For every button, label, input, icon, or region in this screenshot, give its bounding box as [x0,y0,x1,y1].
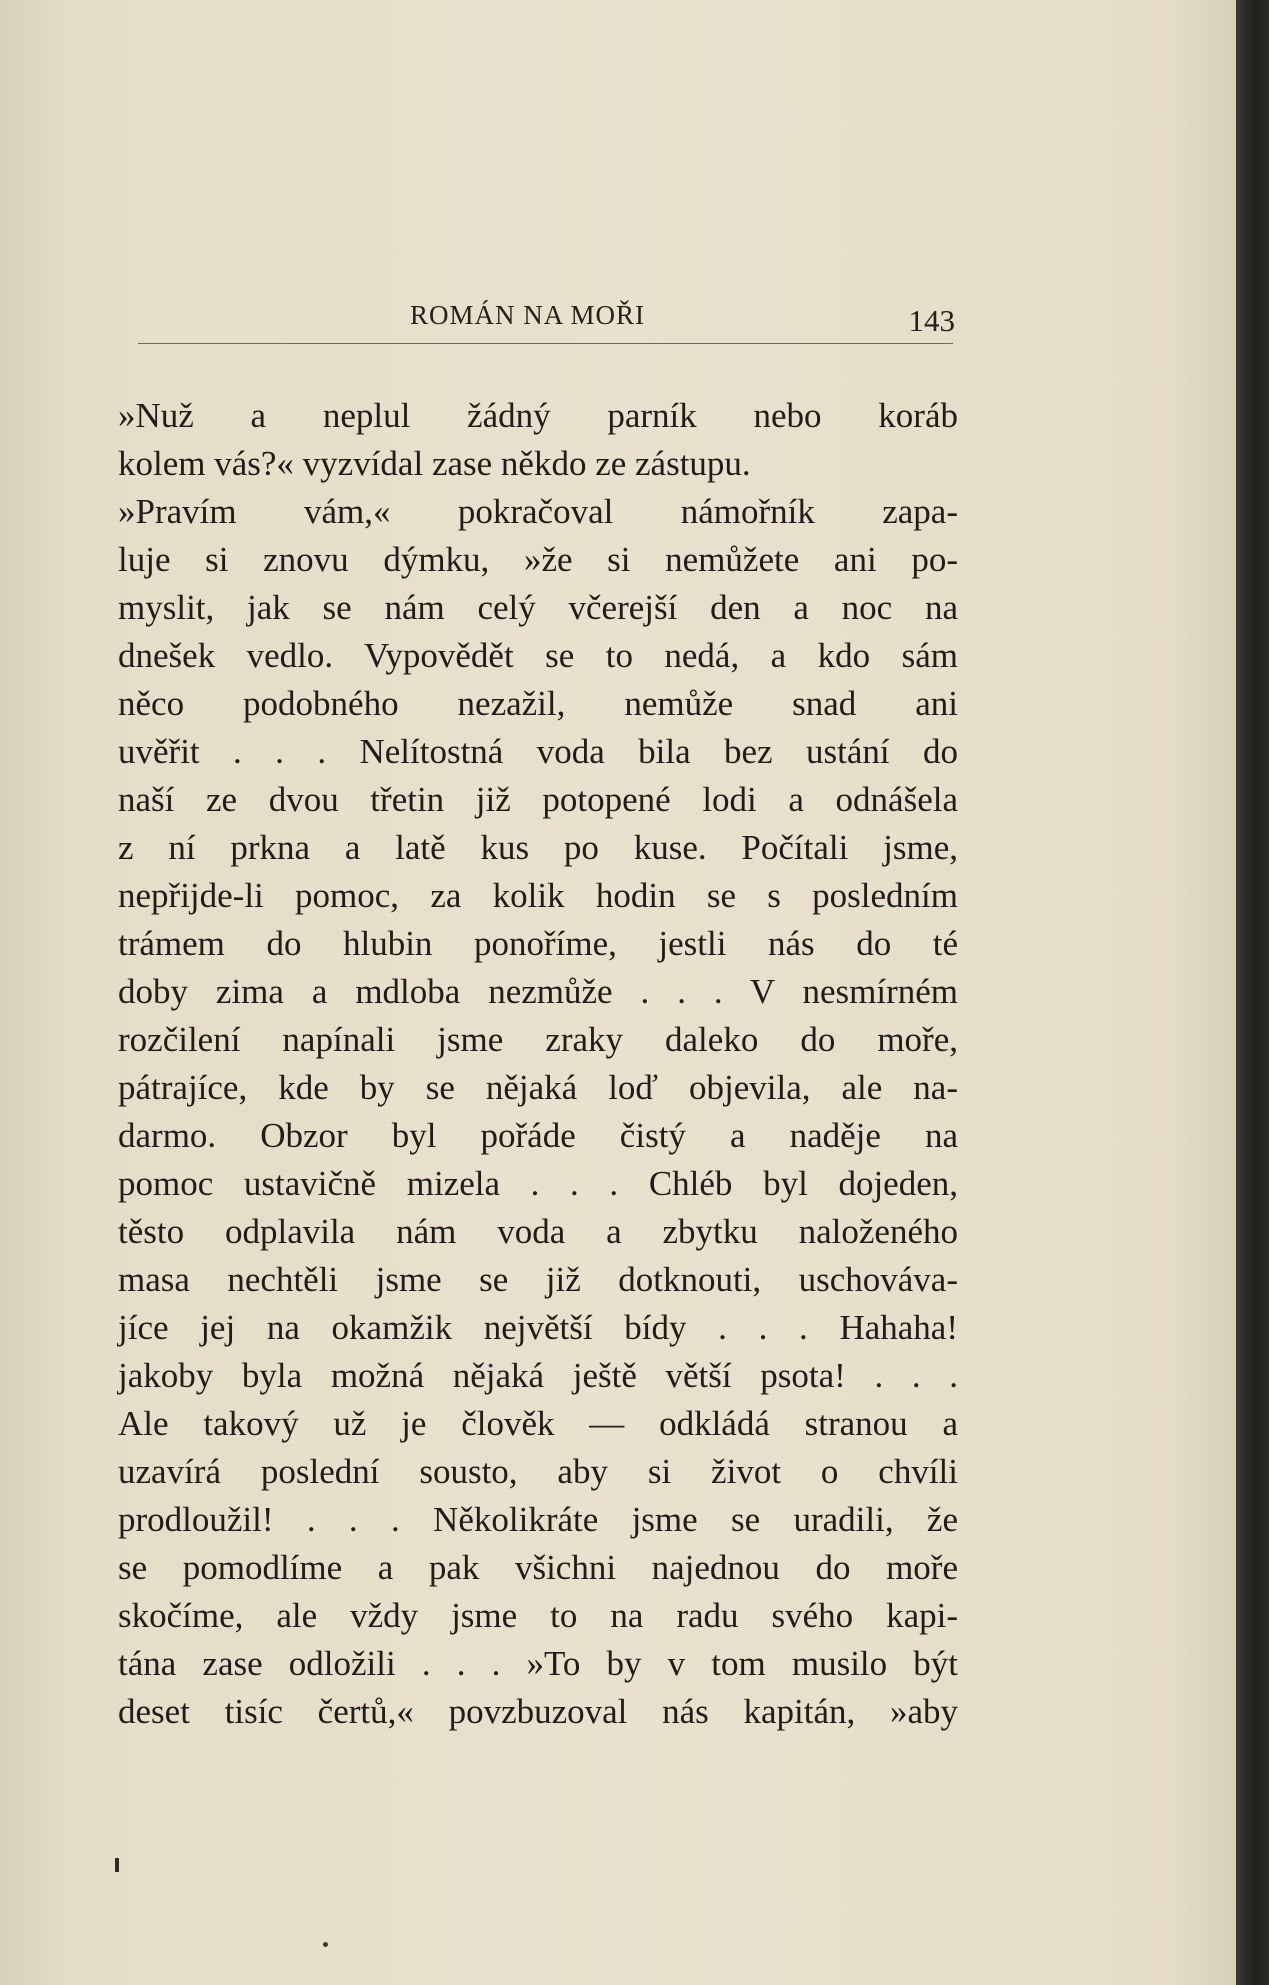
text-line: naší ze dvou třetin již potopené lodi a odnášela [118,780,958,819]
text-line: těsto odplavila nám voda a zbytku naloženého [118,1212,958,1251]
text-line: doby zima a mdloba nezmůže . . . V nesmírném [118,972,958,1011]
text-line: trámem do hlubin ponoříme, jestli nás do té [118,924,958,963]
text-line: masa nechtěli jsme se již dotknouti, uschováva- [118,1260,958,1299]
text-line: z ní prkna a latě kus po kuse. Počítali jsme, [118,828,958,867]
text-line: rozčilení napínali jsme zraky daleko do moře, [118,1020,958,1059]
text-line: »Pravím vám,« pokračoval námořník zapa- [118,492,958,531]
text-line: jakoby byla možná nějaká ještě větší psota! . . . [118,1356,958,1395]
text-line: uzavírá poslední sousto, aby si život o chvíli [118,1452,958,1491]
text-line: myslit, jak se nám celý včerejší den a noc na [118,588,958,627]
text-line: uvěřit . . . Nelítostná voda bila bez ustání do [118,732,958,771]
text-line: Ale takový už je člověk — odkládá stranou a [118,1404,958,1443]
text-line: pomoc ustavičně mizela . . . Chléb byl dojeden, [118,1164,958,1203]
text-line: kolem vás?« vyzvídal zase někdo ze zástupu. [118,444,751,483]
text-line: jíce jej na okamžik největší bídy . . . Hahaha! [118,1308,958,1347]
text-line: dnešek vedlo. Vypovědět se to nedá, a kdo sám [118,636,958,675]
body-text [118,392,958,1736]
header-rule [138,343,953,344]
text-line: skočíme, ale vždy jsme to na radu svého kapi- [118,1596,958,1635]
text-line: prodloužil! . . . Několikráte jsme se uradili, že [118,1500,958,1539]
text-line: luje si znovu dýmku, »že si nemůžete ani po- [118,540,958,579]
page-edge-shadow [1236,0,1269,1985]
print-speck [323,1942,328,1947]
print-speck [115,1858,119,1872]
page-number: 143 [908,303,955,338]
text-line: nepřijde-li pomoc, za kolik hodin se s posledním [118,876,958,915]
text-line: darmo. Obzor byl pořáde čistý a naděje na [118,1116,958,1155]
text-line: pátrajíce, kde by se nějaká loď objevila, ale na- [118,1068,958,1107]
text-line: deset tisíc čertů,« povzbuzoval nás kapitán, »aby [118,1692,958,1731]
running-head [130,295,955,345]
text-line: »Nuž a neplul žádný parník nebo koráb [118,396,958,435]
running-title: ROMÁN NA MOŘI [410,300,646,330]
text-line: tána zase odložili . . . »To by v tom musilo být [118,1644,958,1683]
text-line: něco podobného nezažil, nemůže snad ani [118,684,958,723]
text-line: se pomodlíme a pak všichni najednou do moře [118,1548,958,1587]
